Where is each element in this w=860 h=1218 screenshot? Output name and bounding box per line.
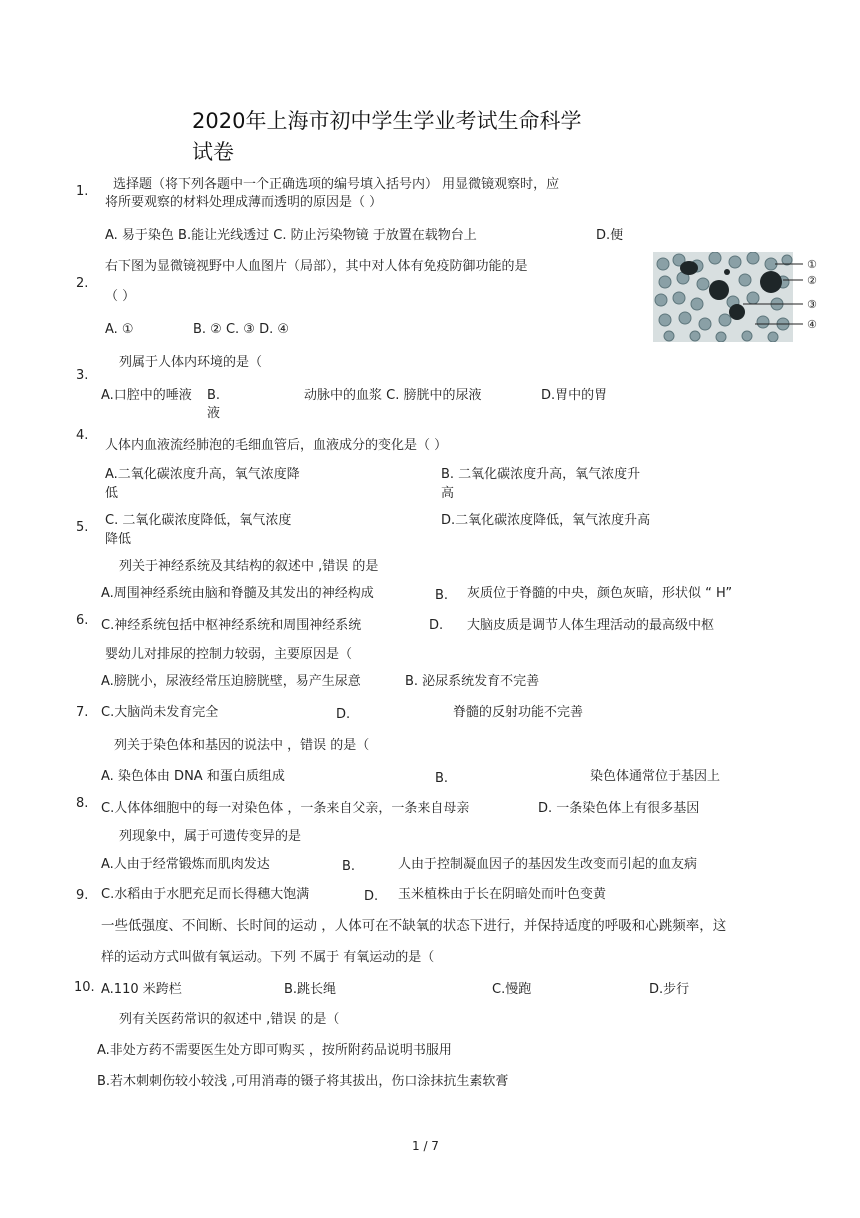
question-options: 动脉中的血浆 C. 膀胱中的尿液 <box>304 388 482 403</box>
question-option-b: B. <box>435 771 449 786</box>
question-option-c: C.神经系统包括中枢神经系统和周围神经系统 <box>101 618 362 633</box>
question-stem: 人体内血液流经肺泡的毛细血管后，血液成分的变化是（ ） <box>105 438 448 453</box>
question-option-c: C.大脑尚未发育完全 <box>101 705 219 720</box>
question-number: 1. <box>76 184 89 199</box>
question-stem: 将所要观察的材料处理成薄而透明的原因是（ ） <box>105 195 383 210</box>
question-option-a: A. ① <box>105 322 134 337</box>
question-options: B. ② C. ③ D. ④ <box>193 322 290 337</box>
question-option-a: A.二氧化碳浓度升高，氧气浓度降 <box>105 467 300 482</box>
exam-title-line2: 试卷 <box>192 140 234 164</box>
figure-label-4: ④ <box>807 318 817 331</box>
figure-label-1: ① <box>807 258 817 271</box>
question-stem: 列关于神经系统及其结构的叙述中 ,错误 的是 <box>119 559 379 574</box>
question-stem: （ ） <box>105 289 136 304</box>
question-number: 7. <box>76 705 89 720</box>
question-option-d: D. <box>364 889 379 904</box>
question-option-a-cont: 低 <box>105 486 119 501</box>
question-option-d-text: 脊髓的反射功能不完善 <box>453 705 584 720</box>
question-option-a: A.人由于经常锻炼而肌肉发达 <box>101 857 270 872</box>
question-option-d: D.二氧化碳浓度降低，氧气浓度升高 <box>441 513 651 528</box>
question-option-c: C. 二氧化碳浓度降低，氧气浓度 <box>105 513 292 528</box>
question-number: 5. <box>76 520 89 535</box>
question-option-d: D.步行 <box>649 982 690 997</box>
question-stem: 列关于染色体和基因的说法中 ，错误 的是（ <box>114 738 370 753</box>
question-option-d-text: 玉米植株由于长在阴暗处而叶色变黄 <box>398 887 607 902</box>
question-option-b: B. <box>342 859 356 874</box>
question-option-d: D. 一条染色体上有很多基因 <box>538 801 700 816</box>
question-option-d: D. <box>336 707 351 722</box>
question-options: A. 易于染色 B.能让光线透过 C. 防止污染物镜 于放置在载物台上 <box>105 228 477 243</box>
question-option-d: D.便 <box>596 228 624 243</box>
figure-label-3: ③ <box>807 298 817 311</box>
question-option-b-cont: 高 <box>441 486 455 501</box>
figure-label-2: ② <box>807 274 817 287</box>
question-option-b-text: 染色体通常位于基因上 <box>590 769 721 784</box>
question-option-b: B.跳长绳 <box>284 982 337 997</box>
question-option-a: A.110 米跨栏 <box>101 982 182 997</box>
question-option-d: D. <box>429 618 444 633</box>
question-option-b-text: 灰质位于脊髓的中央，颜色灰暗，形状似 “ H” <box>467 586 733 601</box>
question-option-b: B. <box>207 388 221 403</box>
question-stem: 列属于人体内环境的是（ <box>119 355 263 370</box>
question-stem: 列现象中，属于可遗传变异的是 <box>119 829 302 844</box>
question-option-a: A.膀胱小，尿液经常压迫膀胱壁，易产生尿意 <box>101 674 361 689</box>
question-number: 9. <box>76 888 89 903</box>
question-number: 8. <box>76 796 89 811</box>
question-option-b: B. 二氧化碳浓度升高，氧气浓度升 <box>441 467 641 482</box>
question-number: 6. <box>76 613 89 628</box>
page-number: 1 / 7 <box>412 1139 439 1153</box>
question-option-b: B. <box>435 588 449 603</box>
question-stem: 右下图为显微镜视野中人血图片（局部），其中对人体有免疫防御功能的是 <box>105 259 528 274</box>
question-option-a: A.周围神经系统由脑和脊髓及其发出的神经构成 <box>101 586 374 601</box>
question-option-c: C.水稻由于水肥充足而长得穗大饱满 <box>101 887 310 902</box>
question-number: 4. <box>76 428 89 443</box>
question-option-b: B. 泌尿系统发育不完善 <box>405 674 540 689</box>
question-option-b: B.若木刺刺伤较小较浅 ,可用消毒的镊子将其拔出，伤口涂抹抗生素软膏 <box>97 1074 509 1089</box>
question-number: 10. <box>74 980 95 995</box>
question-option-a: A.非处方药不需要医生处方即可购买 ，按所附药品说明书服用 <box>97 1043 452 1058</box>
question-option-c: C.人体体细胞中的每一对染色体 ，一条来自父亲，一条来自母亲 <box>101 801 470 816</box>
question-stem: 样的运动方式叫做有氧运动。下列 不属于 有氧运动的是（ <box>101 950 435 965</box>
question-option-b-cont: 液 <box>207 406 221 421</box>
blood-smear-figure <box>645 252 825 342</box>
question-stem: 列有关医药常识的叙述中 ,错误 的是（ <box>119 1012 340 1027</box>
question-number: 3. <box>76 368 89 383</box>
question-option-c: C.慢跑 <box>492 982 532 997</box>
question-option-a: A. 染色体由 DNA 和蛋白质组成 <box>101 769 285 784</box>
question-option-c-cont: 降低 <box>105 532 132 547</box>
question-option-a: A.口腔中的唾液 <box>101 388 192 403</box>
question-option-d: D.胃中的胃 <box>541 388 608 403</box>
question-option-d-text: 大脑皮质是调节人体生理活动的最高级中枢 <box>467 618 715 633</box>
question-option-b-text: 人由于控制凝血因子的基因发生改变而引起的血友病 <box>398 857 698 872</box>
question-stem: 一些低强度、不间断、长时间的运动 ，人体可在不缺氧的状态下进行，并保持适度的呼吸和心跳频率，这 <box>101 918 727 934</box>
exam-title-line1: 2020年上海市初中学生学业考试生命科学 <box>192 109 582 133</box>
question-number: 2. <box>76 276 89 291</box>
question-stem: 婴幼儿对排尿的控制力较弱，主要原因是（ <box>105 647 353 662</box>
question-stem: 选择题（将下列各题中一个正确选项的编号填入括号内） 用显微镜观察时，应 <box>113 177 560 192</box>
